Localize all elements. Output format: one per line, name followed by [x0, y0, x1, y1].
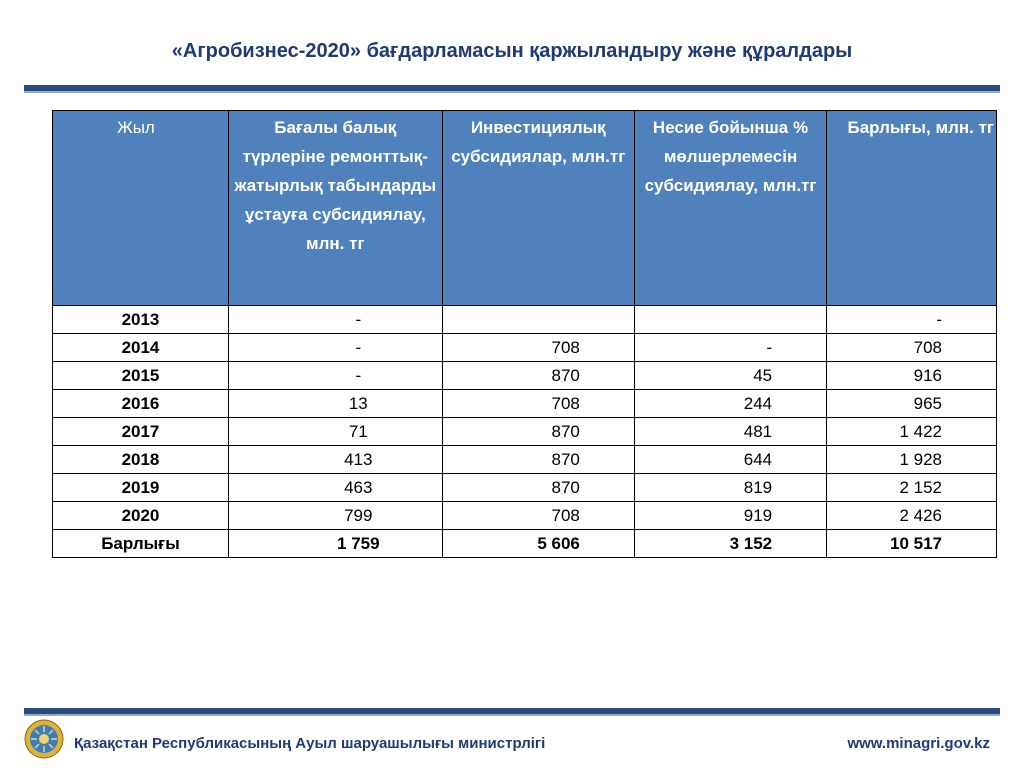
- cell-interest-subsidy: 244: [634, 390, 826, 418]
- cell-total: 1 422: [827, 418, 997, 446]
- ministry-name: Қазақстан Республикасының Ауыл шаруашылығы министрлігі: [74, 735, 546, 752]
- cell-year: 2014: [53, 334, 229, 362]
- cell-year: 2018: [53, 446, 229, 474]
- column-header-interest-subsidy: Несие бойынша % мөлшерлемесін субсидиялау, млн.тг: [634, 111, 826, 306]
- cell-fish-subsidy: 413: [228, 446, 442, 474]
- cell-interest-subsidy: -: [634, 334, 826, 362]
- cell-fish-subsidy: -: [228, 362, 442, 390]
- cell-fish-subsidy: 799: [228, 502, 442, 530]
- column-header-total: Барлығы, млн. тг: [827, 111, 997, 306]
- cell-investment-subsidy: 870: [442, 474, 634, 502]
- cell-year: 2020: [53, 502, 229, 530]
- cell-interest-subsidy: 919: [634, 502, 826, 530]
- cell-fish-subsidy: 13: [228, 390, 442, 418]
- column-header-investment-subsidy: Инвестициялық субсидиялар, млн.тг: [442, 111, 634, 306]
- cell-grand-total: 10 517: [827, 530, 997, 558]
- table-row: [53, 362, 997, 390]
- cell-interest-subsidy: 481: [634, 418, 826, 446]
- cell-year: 2013: [53, 306, 229, 334]
- cell-fish-subsidy: -: [228, 306, 442, 334]
- cell-fish-subsidy: 463: [228, 474, 442, 502]
- cell-investment-subsidy: 708: [442, 390, 634, 418]
- column-header-fish-subsidy: Бағалы балық түрлеріне ремонттық-жатырлық табындарды ұстауға субсидиялау, млн. тг: [228, 111, 442, 306]
- table-header-row: [53, 111, 997, 306]
- cell-total: 708: [827, 334, 997, 362]
- cell-total: 2 426: [827, 502, 997, 530]
- cell-fish-subsidy: 71: [228, 418, 442, 446]
- cell-total: -: [827, 306, 997, 334]
- header-divider: [24, 85, 1000, 93]
- cell-investment-subsidy-total: 5 606: [442, 530, 634, 558]
- cell-investment-subsidy: 708: [442, 502, 634, 530]
- cell-year: 2019: [53, 474, 229, 502]
- funding-table: [52, 110, 997, 558]
- cell-interest-subsidy: 644: [634, 446, 826, 474]
- website-link[interactable]: www.minagri.gov.kz: [847, 735, 990, 752]
- cell-total: 2 152: [827, 474, 997, 502]
- cell-fish-subsidy: -: [228, 334, 442, 362]
- cell-investment-subsidy: [442, 306, 634, 334]
- cell-investment-subsidy: 870: [442, 418, 634, 446]
- cell-interest-subsidy: 45: [634, 362, 826, 390]
- cell-year: 2015: [53, 362, 229, 390]
- cell-year: 2016: [53, 390, 229, 418]
- cell-interest-subsidy: 819: [634, 474, 826, 502]
- table-row: [53, 390, 997, 418]
- cell-total: 916: [827, 362, 997, 390]
- table-total-row: [53, 530, 997, 558]
- cell-fish-subsidy-total: 1 759: [228, 530, 442, 558]
- cell-total-label: Барлығы: [53, 530, 229, 558]
- table-row: [53, 474, 997, 502]
- table-row: [53, 502, 997, 530]
- cell-investment-subsidy: 708: [442, 334, 634, 362]
- cell-interest-subsidy-total: 3 152: [634, 530, 826, 558]
- cell-total: 1 928: [827, 446, 997, 474]
- cell-year: 2017: [53, 418, 229, 446]
- table-row: [53, 418, 997, 446]
- column-header-year: Жыл: [53, 111, 229, 306]
- table-row: [53, 446, 997, 474]
- cell-interest-subsidy: [634, 306, 826, 334]
- state-emblem-icon: [24, 719, 64, 759]
- table-row: [53, 306, 997, 334]
- footer-divider: [24, 708, 1000, 716]
- cell-investment-subsidy: 870: [442, 446, 634, 474]
- table-row: [53, 334, 997, 362]
- page-title: «Агробизнес-2020» бағдарламасын қаржыландыру және құралдары: [171, 40, 853, 62]
- cell-investment-subsidy: 870: [442, 362, 634, 390]
- cell-total: 965: [827, 390, 997, 418]
